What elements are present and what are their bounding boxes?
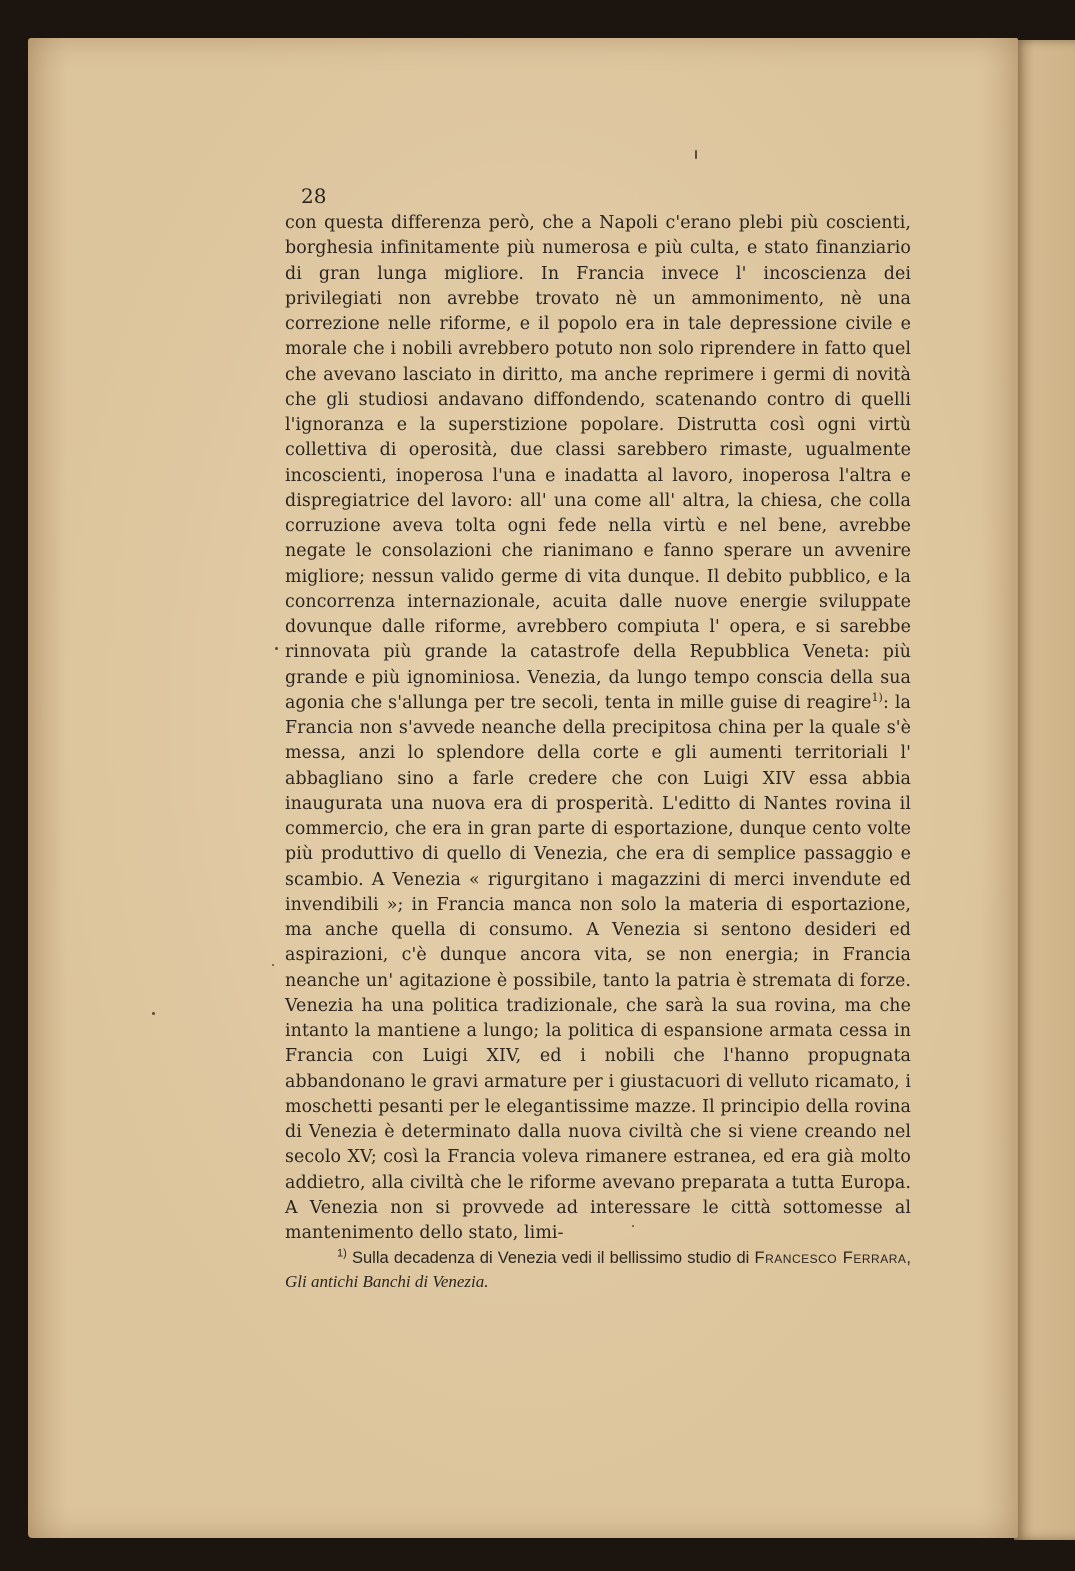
page-number: 28 [301,184,327,208]
body-text-part-1: con questa differenza però, che a Napoli c'erano plebi più coscienti, borghesia infinitamente più numerosa e più culta, e stato finanziario di gran lunga migliore. In Francia invece l' incoscienza dei privilegiati non avrebbe trovato nè un ammonimento, nè una correzione nelle riforme, e il popolo era in tale depressione civile e morale che i nobili avrebbero potuto non solo riprendere in fatto quel che avevano lasciato in diritto, ma anche reprimere i germi di novità che gli studiosi andavano diffondendo, scatenando contro di quelli l'ignoranza e la superstizione popolare. Distrutta così ogni virtù collettiva di operosità, due classi sarebbero rimaste, ugualmente incoscienti, inoperosa l'una e inadatta al lavoro, inoperosa l'altra e dispregiatrice del lavoro: all' una come all' altra, la chiesa, che colla corruzione aveva tolta ogni fede nella virtù e nel bene, avrebbe negate le consolazioni che rianimano e fanno sperare un avvenire migliore; nessun valido germe di vita dunque. Il debito pubblico, e la concorrenza internazionale, acuita dalle nuove energie sviluppate dovunque dalle riforme, avrebbero compiuta l' opera, e si sarebbe rinnovata più grande la catastrofe della Repubblica Veneta: più grande e più ignominiosa. Venezia, da lungo tempo conscia della sua agonia che s'allunga per tre secoli, tenta in mille guise di reagire [285,213,911,713]
footnote-separator: , [906,1249,911,1267]
footnote-text: Sulla decadenza di Venezia vedi il bellissimo studio di [346,1249,755,1267]
paper-speck [695,150,697,159]
paper-speck [275,647,278,650]
body-text [285,211,911,1246]
paper-speck [152,1012,155,1015]
main-paragraph [285,211,911,1246]
footnote [285,1246,911,1294]
paper-speck [272,964,274,966]
footnote-title: Gli antichi Banchi di Venezia. [285,1272,489,1291]
footnote-author: Francesco Ferrara [754,1249,907,1267]
paper-speck [632,1225,634,1227]
facing-page-edge [1014,40,1075,1540]
footnote-mark: 1) [337,1247,347,1260]
footnote-reference: 1) [871,690,883,704]
body-text-part-2: : la Francia non s'avvede neanche della precipitosa china per la quale s'è messa, anzi lo splendore della corte e gli aumenti territoriali l' abbagliano sino a farle credere che con Luigi XIV essa abbia inaugurata una nuova era di prosperità. L'editto di Nantes rovina il commercio, che era in gran parte di esportazione, dunque cento volte più produttivo di quello di Venezia, che era di semplice passaggio e scambio. A Venezia « rigurgitano i magazzini di merci invendute ed invendibili »; in Francia manca non solo la materia di esportazione, ma anche quella di consumo. A Venezia si sentono desideri ed aspirazioni, c'è dunque ancora vita, se non energia; in Francia neanche un' agitazione è possibile, tanto la patria è stremata di forze. Venezia ha una politica tradizionale, che sarà la sua rovina, ma che intanto la mantiene a lungo; la politica di espansione armata cessa in Francia con Luigi XIV, ed i nobili che l'hanno propugnata abbandonano le gravi armature per i giustacuori di velluto ricamato, i moschetti pesanti per le elegantissime mazze. Il principio della rovina di Venezia è determinato dalla nuova civiltà che si viene creando nel secolo XV; così la Francia voleva rimanere estranea, ed era già molto addietro, alla civiltà che le riforme avevano preparata a tutta Europa. A Venezia non si provvede ad interessare le città sottomesse al mantenimento dello stato, limi- [285,692,912,1243]
